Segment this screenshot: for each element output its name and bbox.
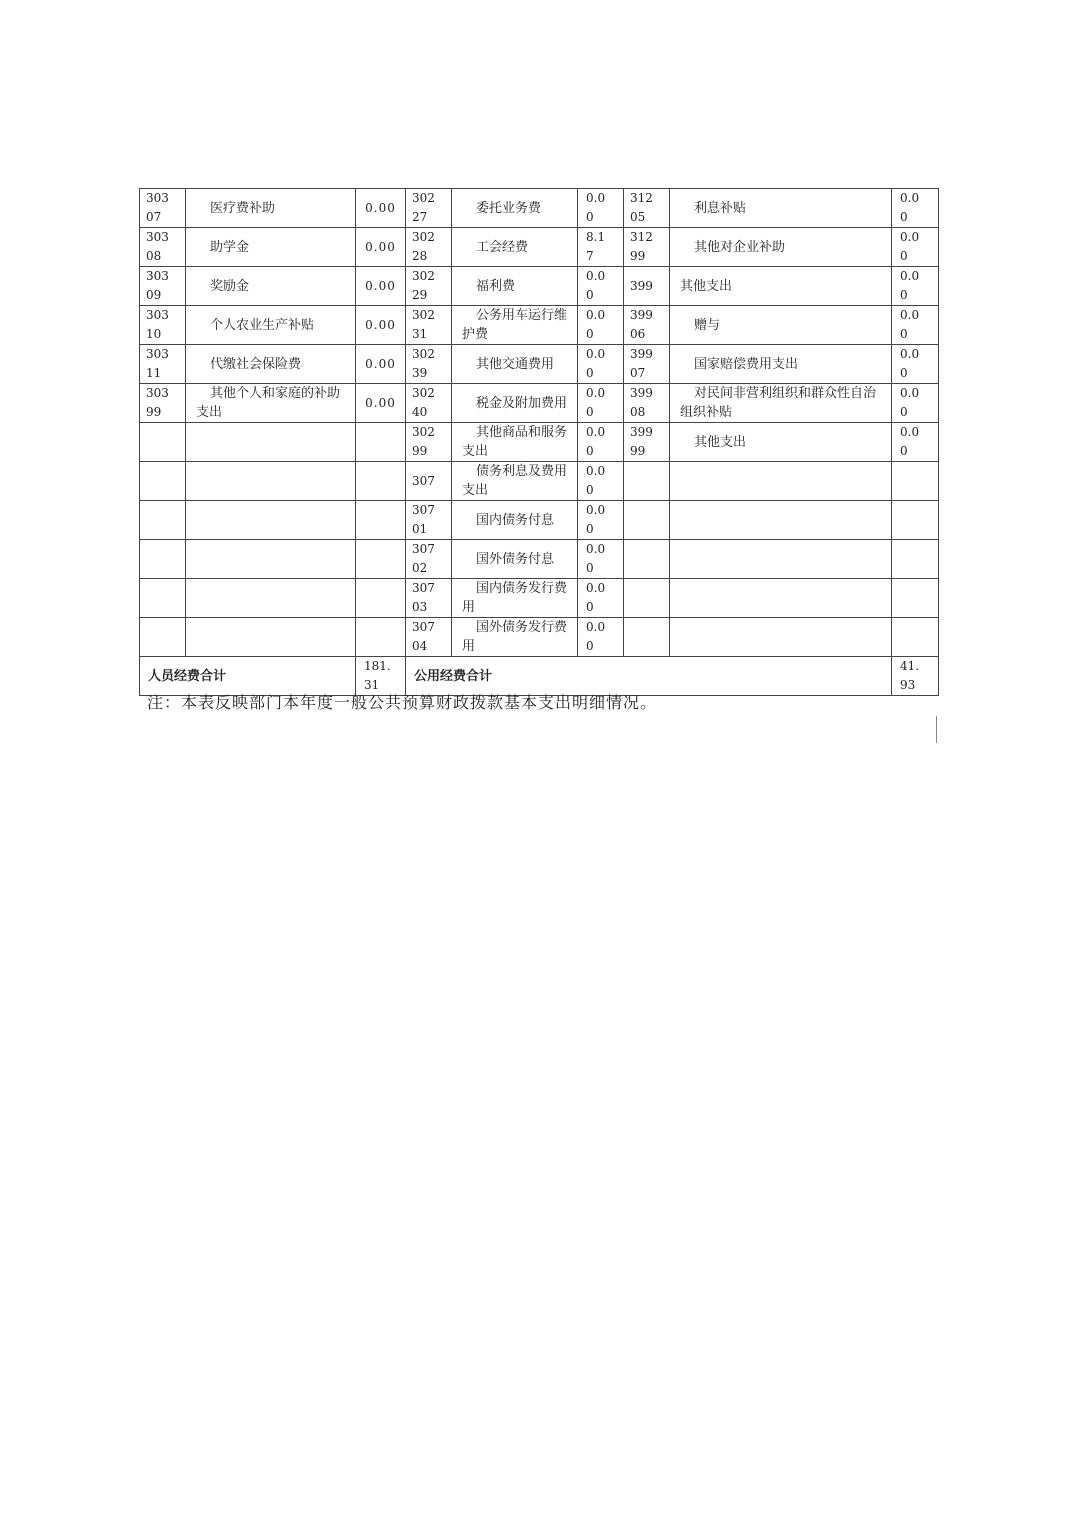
public-item-cell: 福利费 — [452, 267, 578, 306]
public-code-cell: 302 99 — [406, 423, 452, 462]
personnel-item-cell: 助学金 — [186, 228, 356, 267]
page-edge-marker — [936, 716, 937, 743]
other-amount-cell — [892, 579, 939, 618]
other-item-cell — [670, 501, 892, 540]
other-code-cell — [624, 618, 670, 657]
personnel-amount-cell — [356, 618, 406, 657]
personnel-amount-cell: 0.00 — [356, 384, 406, 423]
public-total-value: 41. 93 — [892, 657, 939, 696]
other-amount-cell: 0.0 0 — [892, 306, 939, 345]
table-row — [140, 189, 939, 228]
table-row — [140, 501, 939, 540]
public-item-cell: 税金及附加费用 — [452, 384, 578, 423]
other-code-cell: 399 08 — [624, 384, 670, 423]
public-code-cell: 302 27 — [406, 189, 452, 228]
public-item-cell: 国外债务付息 — [452, 540, 578, 579]
personnel-item-cell — [186, 423, 356, 462]
other-item-cell — [670, 540, 892, 579]
table-row — [140, 345, 939, 384]
public-item-cell: 国外债务发行费用 — [452, 618, 578, 657]
personnel-item-cell — [186, 501, 356, 540]
table-body — [140, 189, 939, 657]
personnel-item-cell — [186, 618, 356, 657]
other-item-cell: 其他支出 — [670, 267, 892, 306]
public-code-cell: 307 03 — [406, 579, 452, 618]
personnel-item-cell: 医疗费补助 — [186, 189, 356, 228]
personnel-code-cell — [140, 618, 186, 657]
other-amount-cell — [892, 462, 939, 501]
other-code-cell: 399 — [624, 267, 670, 306]
personnel-amount-cell — [356, 423, 406, 462]
personnel-code-cell — [140, 501, 186, 540]
personnel-code-cell: 303 07 — [140, 189, 186, 228]
other-item-cell: 利息补贴 — [670, 189, 892, 228]
public-code-cell: 302 31 — [406, 306, 452, 345]
other-code-cell — [624, 540, 670, 579]
public-amount-cell: 0.0 0 — [578, 618, 624, 657]
public-code-cell: 307 — [406, 462, 452, 501]
public-item-cell: 工会经费 — [452, 228, 578, 267]
public-code-cell: 307 01 — [406, 501, 452, 540]
other-code-cell: 399 06 — [624, 306, 670, 345]
personnel-amount-cell: 0.00 — [356, 267, 406, 306]
personnel-total-label: 人员经费合计 — [140, 657, 356, 696]
personnel-item-cell: 个人农业生产补贴 — [186, 306, 356, 345]
personnel-amount-cell — [356, 462, 406, 501]
public-amount-cell: 0.0 0 — [578, 267, 624, 306]
public-code-cell: 302 28 — [406, 228, 452, 267]
public-item-cell: 国内债务付息 — [452, 501, 578, 540]
other-amount-cell: 0.0 0 — [892, 267, 939, 306]
personnel-item-cell: 奖励金 — [186, 267, 356, 306]
personnel-item-cell — [186, 540, 356, 579]
personnel-code-cell — [140, 423, 186, 462]
personnel-amount-cell — [356, 579, 406, 618]
public-item-cell: 国内债务发行费用 — [452, 579, 578, 618]
other-code-cell — [624, 579, 670, 618]
public-item-cell: 其他交通费用 — [452, 345, 578, 384]
public-item-cell: 其他商品和服务支出 — [452, 423, 578, 462]
public-amount-cell: 0.0 0 — [578, 423, 624, 462]
personnel-amount-cell: 0.00 — [356, 189, 406, 228]
other-code-cell: 399 07 — [624, 345, 670, 384]
other-item-cell — [670, 462, 892, 501]
public-code-cell: 302 40 — [406, 384, 452, 423]
other-item-cell: 其他对企业补助 — [670, 228, 892, 267]
personnel-total-value: 181. 31 — [356, 657, 406, 696]
public-amount-cell: 0.0 0 — [578, 384, 624, 423]
personnel-code-cell: 303 10 — [140, 306, 186, 345]
other-amount-cell: 0.0 0 — [892, 228, 939, 267]
public-amount-cell: 0.0 0 — [578, 579, 624, 618]
public-code-cell: 302 39 — [406, 345, 452, 384]
personnel-item-cell: 代缴社会保险费 — [186, 345, 356, 384]
public-amount-cell: 0.0 0 — [578, 462, 624, 501]
personnel-item-cell: 其他个人和家庭的补助支出 — [186, 384, 356, 423]
other-amount-cell — [892, 501, 939, 540]
other-code-cell — [624, 501, 670, 540]
public-amount-cell: 0.0 0 — [578, 540, 624, 579]
table-row — [140, 540, 939, 579]
personnel-amount-cell — [356, 540, 406, 579]
public-item-cell: 债务利息及费用支出 — [452, 462, 578, 501]
personnel-code-cell: 303 99 — [140, 384, 186, 423]
other-item-cell — [670, 579, 892, 618]
other-amount-cell: 0.0 0 — [892, 345, 939, 384]
public-code-cell: 302 29 — [406, 267, 452, 306]
personnel-amount-cell: 0.00 — [356, 345, 406, 384]
table-row — [140, 579, 939, 618]
public-code-cell: 307 02 — [406, 540, 452, 579]
personnel-code-cell — [140, 462, 186, 501]
public-item-cell: 委托业务费 — [452, 189, 578, 228]
table-row — [140, 462, 939, 501]
table-row — [140, 267, 939, 306]
public-amount-cell: 0.0 0 — [578, 501, 624, 540]
table-row — [140, 423, 939, 462]
other-code-cell: 312 99 — [624, 228, 670, 267]
other-code-cell: 399 99 — [624, 423, 670, 462]
table-row — [140, 306, 939, 345]
other-code-cell — [624, 462, 670, 501]
personnel-code-cell: 303 08 — [140, 228, 186, 267]
other-item-cell: 赠与 — [670, 306, 892, 345]
table-row — [140, 228, 939, 267]
other-item-cell: 对民间非营利组织和群众性自治组织补贴 — [670, 384, 892, 423]
other-amount-cell — [892, 540, 939, 579]
other-amount-cell: 0.0 0 — [892, 384, 939, 423]
personnel-code-cell — [140, 540, 186, 579]
personnel-amount-cell — [356, 501, 406, 540]
other-item-cell: 其他支出 — [670, 423, 892, 462]
table-row — [140, 618, 939, 657]
personnel-amount-cell: 0.00 — [356, 228, 406, 267]
table-note: 注：本表反映部门本年度一般公共预算财政拨款基本支出明细情况。 — [147, 693, 658, 712]
other-item-cell — [670, 618, 892, 657]
other-code-cell: 312 05 — [624, 189, 670, 228]
public-amount-cell: 8.1 7 — [578, 228, 624, 267]
expenditure-detail-table — [139, 188, 939, 696]
public-item-cell: 公务用车运行维护费 — [452, 306, 578, 345]
other-amount-cell: 0.0 0 — [892, 189, 939, 228]
personnel-code-cell: 303 09 — [140, 267, 186, 306]
public-code-cell: 307 04 — [406, 618, 452, 657]
personnel-amount-cell: 0.00 — [356, 306, 406, 345]
personnel-code-cell: 303 11 — [140, 345, 186, 384]
table-row — [140, 384, 939, 423]
personnel-item-cell — [186, 462, 356, 501]
public-amount-cell: 0.0 0 — [578, 345, 624, 384]
other-amount-cell: 0.0 0 — [892, 423, 939, 462]
public-amount-cell: 0.0 0 — [578, 189, 624, 228]
public-total-label: 公用经费合计 — [406, 657, 892, 696]
personnel-item-cell — [186, 579, 356, 618]
other-amount-cell — [892, 618, 939, 657]
public-amount-cell: 0.0 0 — [578, 306, 624, 345]
other-item-cell: 国家赔偿费用支出 — [670, 345, 892, 384]
personnel-code-cell — [140, 579, 186, 618]
